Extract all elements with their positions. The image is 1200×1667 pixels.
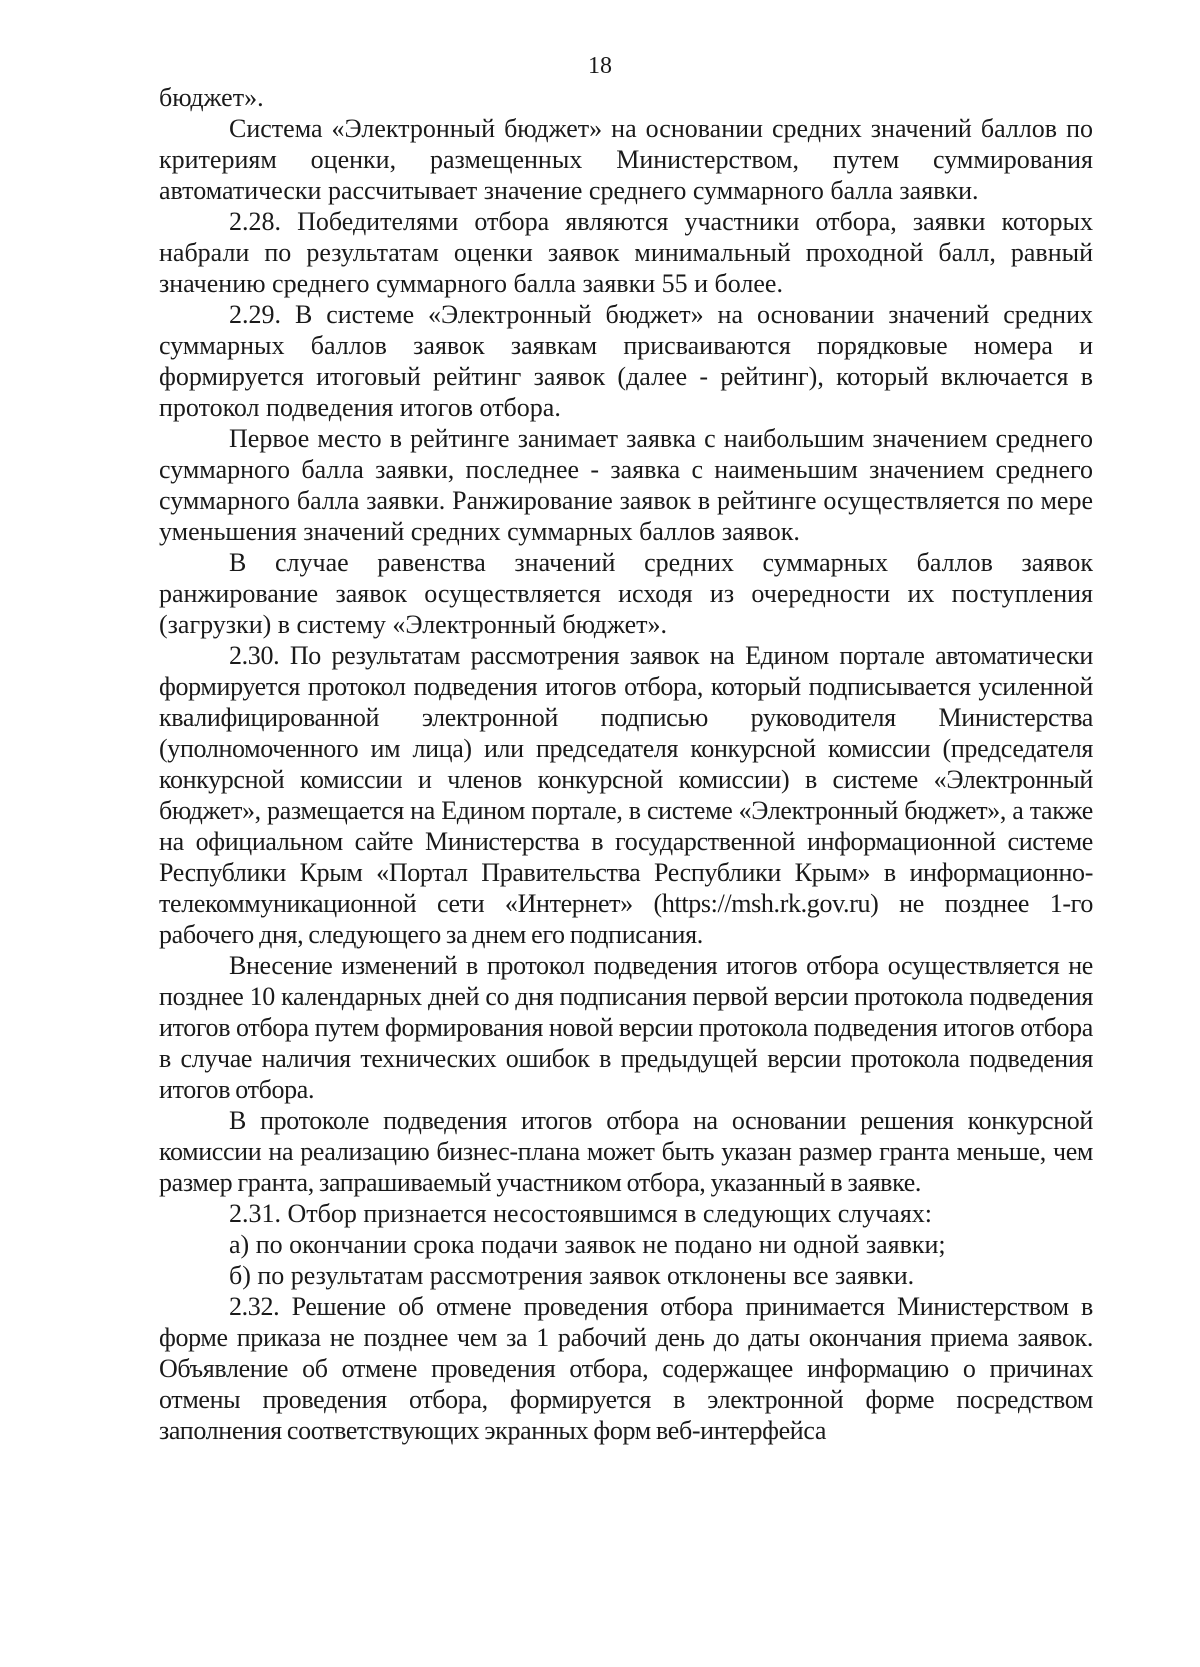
paragraph-equal-scores: В случае равенства значений средних суммарных баллов заявок ранжирование заявок осуществляется исходя из очередности их поступления (загрузки) в систему «Электронный бюджет». <box>159 548 1093 639</box>
paragraph-case-b: б) по результатам рассмотрения заявок отклонены все заявки. <box>229 1261 915 1290</box>
paragraph-protocol-changes: Внесение изменений в протокол подведения итогов отбора осуществляется не позднее 10 календарных дней со дня подписания первой версии протокола подведения итогов отбора путем формирования новой версии протокола подведения итогов отбора в случае наличия технических ошибок в предыдущей версии протокола подведения итогов отбора. <box>159 951 1093 1104</box>
paragraph-2-28: 2.28. Победителями отбора являются участники отбора, заявки которых набрали по результатам оценки заявок минимальный проходной балл, равный значению среднего суммарного балла заявки 55 и более. <box>159 207 1093 298</box>
paragraph-case-a: а) по окончании срока подачи заявок не подано ни одной заявки; <box>229 1230 946 1259</box>
page-number: 18 <box>588 53 612 79</box>
paragraph-2-29: 2.29. В системе «Электронный бюджет» на основании значений средних суммарных баллов заявок заявкам присваиваются порядковые номера и формируется итоговый рейтинг заявок (далее - рейтинг), который включается в протокол подведения итогов отбора. <box>159 300 1093 422</box>
paragraph-system-calculation: Система «Электронный бюджет» на основании средних значений баллов по критериям оценки, размещенных Министерством, путем суммирования автоматически рассчитывает значение среднего суммарного балла заявки. <box>159 114 1093 205</box>
paragraph-2-30: 2.30. По результатам рассмотрения заявок на Едином портале автоматически формируется протокол подведения итогов отбора, который подписывается усиленной квалифицированной электронной подписью руководителя Министерства (уполномоченного им лица) или председателя конкурсной комиссии (председателя конкурсной комиссии и членов конкурсной комиссии) в системе «Электронный бюджет», размещается на Едином портале, в системе «Электронный бюджет», а также на официальном сайте Министерства в государственной информационной системе Республики Крым «Портал Правительства Республики Крым» в информационно-телекоммуникационной сети «Интернет» (https://msh.rk.gov.ru) не позднее 1-го рабочего дня, следующего за днем его подписания. <box>159 641 1093 949</box>
paragraph-ranking: Первое место в рейтинге занимает заявка с наибольшим значением среднего суммарного балла заявки, последнее - заявка с наименьшим значением среднего суммарного балла заявки. Ранжирование заявок в рейтинге осуществляется по мере уменьшения значений средних суммарных баллов заявок. <box>159 424 1093 546</box>
document-body <box>159 82 1093 1446</box>
paragraph-2-31: 2.31. Отбор признается несостоявшимся в следующих случаях: <box>229 1199 933 1228</box>
paragraph-2-32: 2.32. Решение об отмене проведения отбора принимается Министерством в форме приказа не позднее чем за 1 рабочий день до даты окончания приема заявок. Объявление об отмене проведения отбора, содержащее информацию о причинах отмены проведения отбора, формируется в электронной форме посредством заполнения соответствующих экранных форм веб-интерфейса <box>159 1292 1093 1445</box>
paragraph-grant-size: В протоколе подведения итогов отбора на основании решения конкурсной комиссии на реализацию бизнес-плана может быть указан размер гранта меньше, чем размер гранта, запрашиваемый участником отбора, указанный в заявке. <box>159 1106 1093 1197</box>
paragraph-continuation: бюджет». <box>159 83 264 112</box>
